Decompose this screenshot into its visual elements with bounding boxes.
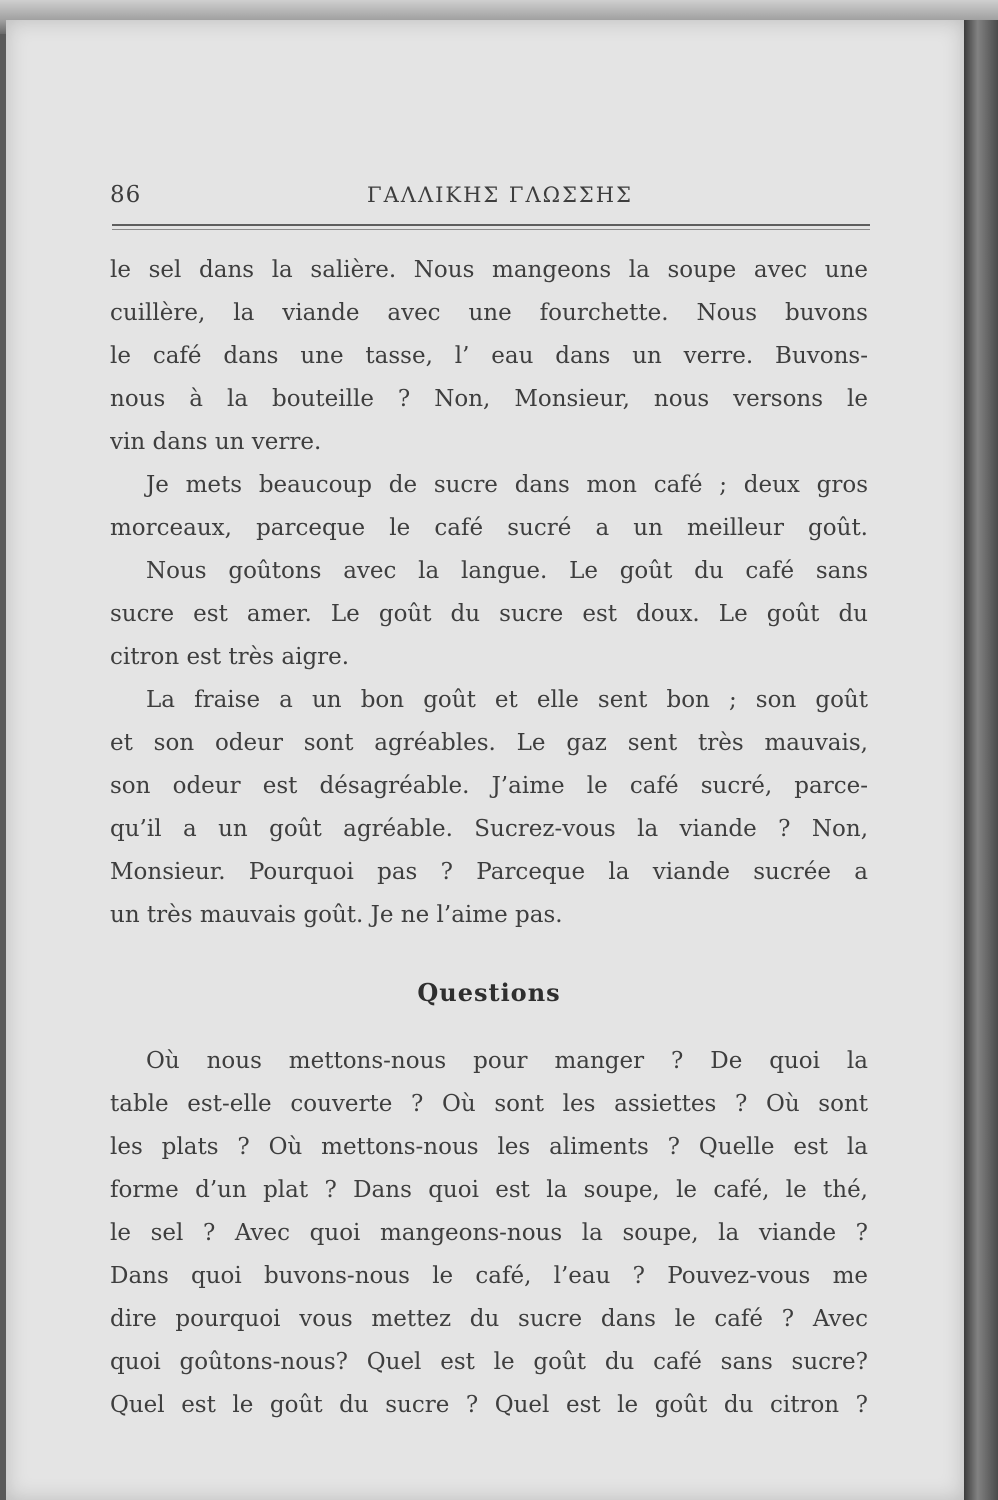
text-line: sucre est amer. Le goût du sucre est doux. Le goût du (110, 601, 868, 627)
question-line: Où nous mettons-nous pour manger ? De quoi la (146, 1048, 868, 1074)
page-header (110, 182, 870, 216)
text-line: Monsieur. Pourquoi pas ? Parceque la viande sucrée a (110, 859, 868, 885)
page-number: 86 (110, 182, 142, 208)
text-line: nous à la bouteille ? Non, Monsieur, nous versons le (110, 386, 868, 412)
question-line: forme d’un plat ? Dans quoi est la soupe, le café, le thé, (110, 1177, 868, 1203)
question-line: quoi goûtons-nous? Quel est le goût du café sans sucre? (110, 1349, 868, 1375)
text-line: cuillère, la viande avec une fourchette. Nous buvons (110, 300, 868, 326)
question-line: les plats ? Où mettons-nous les aliments ? Quelle est la (110, 1134, 868, 1160)
question-line: dire pourquoi vous mettez du sucre dans le café ? Avec (110, 1306, 868, 1332)
question-line: le sel ? Avec quoi mangeons-nous la soupe, la viande ? (110, 1220, 868, 1246)
text-line: le sel dans la salière. Nous mangeons la soupe avec une (110, 257, 868, 283)
questions-text (110, 1040, 868, 1427)
text-line: le café dans une tasse, l’ eau dans un verre. Buvons- (110, 343, 868, 369)
book-gutter-edge (964, 20, 998, 1500)
text-line: La fraise a un bon goût et elle sent bon ; son goût (146, 687, 868, 713)
header-rule (112, 224, 870, 226)
question-line: table est-elle couverte ? Où sont les assiettes ? Où sont (110, 1091, 868, 1117)
text-line: morceaux, parceque le café sucré a un meilleur goût. (110, 515, 868, 541)
text-line: un très mauvais goût. Je ne l’aime pas. (110, 902, 563, 928)
text-line: citron est très aigre. (110, 644, 350, 670)
question-line: Dans quoi buvons-nous le café, l’eau ? Pouvez-vous me (110, 1263, 868, 1289)
body-text (110, 249, 868, 937)
text-line: Nous goûtons avec la langue. Le goût du café sans (146, 558, 868, 584)
running-title: ΓΑΛΛΙΚΗΣ ΓΛΩΣΣΗΣ (367, 183, 633, 207)
text-line: qu’il a un goût agréable. Sucrez-vous la viande ? Non, (110, 816, 868, 842)
question-line: Quel est le goût du sucre ? Quel est le goût du citron ? (110, 1392, 868, 1418)
questions-heading: Questions (417, 978, 561, 1007)
text-line: son odeur est désagréable. J’aime le café sucré, parce- (110, 773, 868, 799)
text-line: vin dans un verre. (110, 429, 322, 455)
text-line: et son odeur sont agréables. Le gaz sent très mauvais, (110, 730, 868, 756)
text-line: Je mets beaucoup de sucre dans mon café ; deux gros (146, 472, 868, 498)
